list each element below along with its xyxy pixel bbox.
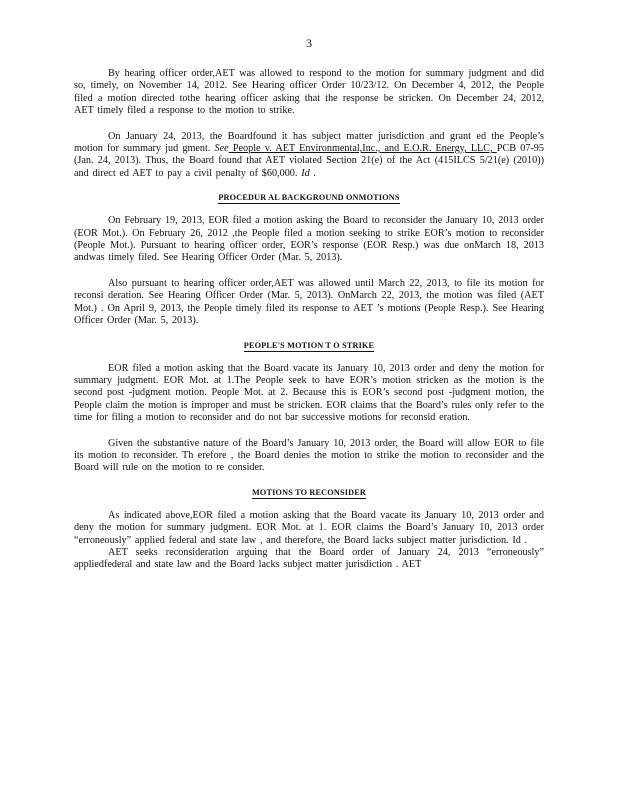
paragraph-board-finding-part-1: On January 24, 2013, the Boardfound it has subject matter jurisdiction and grant ed the People’s motion for summary jud gment. <box>74 130 544 155</box>
id-signal: Id <box>301 167 310 179</box>
heading-peoples-motion-to-strike <box>74 341 544 350</box>
paragraph-eor-vacate-request: EOR filed a motion asking that the Board vacate its January 10, 2013 order and deny the motion for summary judgment. EOR Mot. at 1.The People seek to have EOR’s motion stricken as the motion is the second post -judgment motion. People Mot. at 2. Because this is EOR’s second post -judgment motion, the People claim the motion is improper and must be stricken. EOR claims that the Board’s rules only refer to the time for filing a motion to reconsider and do not bar successive motions for reconsid eration. <box>74 362 544 424</box>
heading-procedural-background <box>74 193 544 202</box>
page-number: 3 <box>306 36 312 50</box>
heading-procedural-background-text: PROCEDUR AL BACKGROUND ONMOTIONS <box>218 193 400 203</box>
case-citation: People v. AET Environmental,Inc., and E.O.R. Energy, LLC, <box>228 143 497 155</box>
paragraph-hearing-officer-order: By hearing officer order,AET was allowed to respond to the motion for summary judgment and did so, timely, on November 14, 2012. See Hearing officer Order 10/23/12. On December 4, 2012, the People filed a motion directed tothe hearing officer asking that the response be stricken. On December 24, 2012, AET timely filed a response to the motion to strike. <box>74 68 544 117</box>
heading-motions-to-reconsider <box>74 488 544 497</box>
see-signal: See <box>214 143 229 155</box>
paragraph-board-allows-motion: Given the substantive nature of the Board’s January 10, 2013 order, the Board will allow EOR to file its motion to reconsider. Th erefore , the Board denies the motion to strike the motion to reconsider and the Board will rule on the motion to re consider. <box>74 437 544 474</box>
heading-motions-to-reconsider-text: MOTIONS TO RECONSIDER <box>252 487 366 497</box>
paragraph-aet-reconsideration: AET seeks reconsideration arguing that the Board order of January 24, 2013 “erroneously” appliedfederal and state law and the Board lacks subject matter jurisdiction . AET <box>74 546 544 571</box>
paragraph-board-finding <box>74 131 544 181</box>
paragraph-board-finding-end: . <box>309 167 316 179</box>
heading-peoples-motion-to-strike-text: PEOPLE'S MOTION T O STRIKE <box>243 340 375 350</box>
paragraph-eor-motion-filed: On February 19, 2013, EOR filed a motion asking the Board to reconsider the January 10, 2013 order (EOR Mot.). On February 26, 2012 ,the People filed a motion seeking to strike EOR’s motion to reconsider (People Mot.). Pursuant to hearing officer order, EOR’s response (EOR Resp.) was due onMarch 18, 2013 andwas timely filed. See Hearing Officer Order (Mar. 5, 2013). <box>74 215 544 264</box>
paragraph-eor-claims: As indicated above,EOR filed a motion asking that the Board vacate its January 10, 2013 order and deny the motion for summary judgment. EOR Mot. at 1. EOR claims the Board’s January 10, 2013 order “erroneously” applied federal and state law , and therefore, the Board lacks subject matter jurisdiction. Id . <box>74 509 544 546</box>
paragraph-aet-motion-filed: Also pursuant to hearing officer order,AET was allowed until March 22, 2013, to file its motion for reconsi deration. See Hearing Officer Order (Mar. 5, 2013). OnMarch 22, 2013, the motion was filed (AET Mot.) . On April 9, 2013, the People timely filed its response to AET ’s motions (People Resp.). See Hearing Officer Order (Mar. 5, 2013). <box>74 277 544 327</box>
document-body <box>74 68 544 572</box>
paragraph-board-finding-part-2: PCB 07-95 (Jan. 24, 2013). Thus, the Board found that AET violated Section 21(e) of the Act (415ILCS 5/21(e) (2010)) and direct ed AET to pay a civil penalty of $60,000. <box>74 143 544 179</box>
